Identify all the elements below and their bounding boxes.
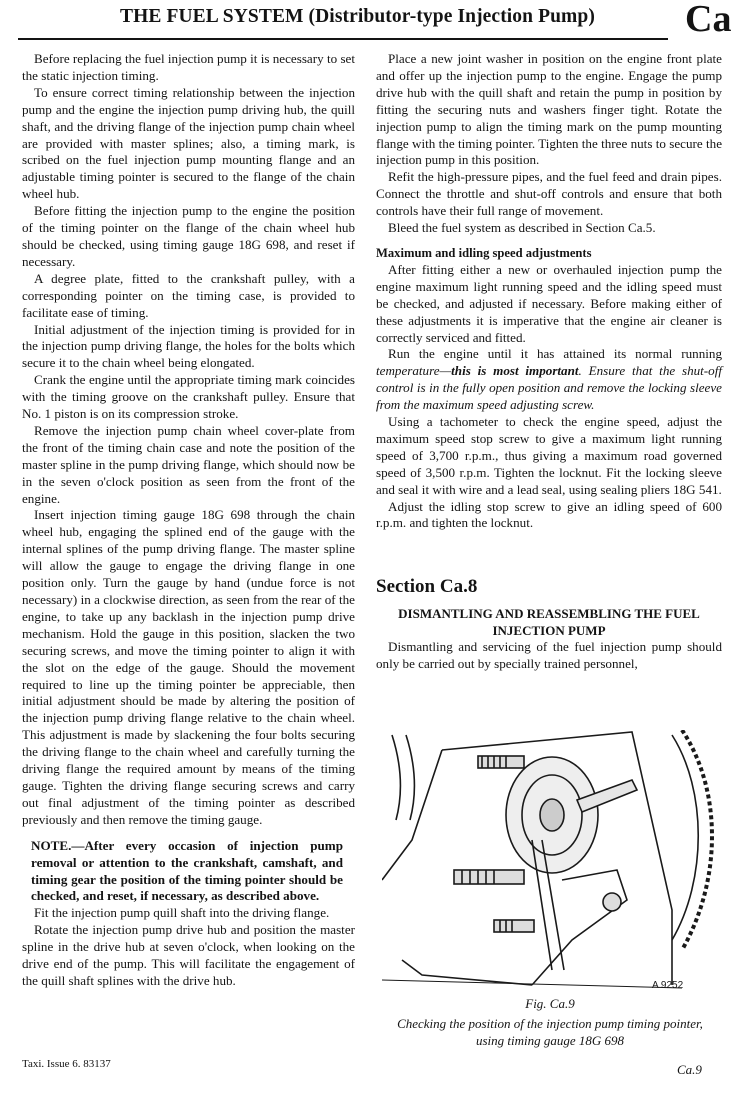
paragraph: Using a tachometer to check the engine speed, adjust the maximum speed stop screw to give a maximum light running speed of 3,700 r.p.m., thus giving a maximum road governed speed of 3,500 r.p.m. Tighten the locknut. Fit the locking sleeve and seal it with wire and a lead seal, using sealing pliers 18G 541. [376,414,722,497]
paragraph: Bleed the fuel system as described in Section Ca.5. [388,220,656,236]
figure-label: Fig. Ca.9 [525,996,575,1011]
figure-caption: Checking the position of the injection pump timing pointer, using timing gauge 18G 698 [397,1016,703,1048]
paragraph: Before replacing the fuel injection pump it is necessary to set the static injection timing. [22,51,355,83]
paragraph: Before fitting the injection pump to the engine the position of the timing pointer on the flange of the chain wheel hub should be checked, using timing gauge 18G 698, and reset if necessary. [22,203,355,269]
page-number: Ca.9 [677,1062,702,1077]
run-text-end: . Ensure that the shut-off control is in the fully open position and remove the locking sleeve from the maximum speed adjusting screw. [376,363,722,413]
figure-illustration [382,730,718,990]
paragraph: Dismantling and servicing of the fuel injection pump should only be carried out by specially trained personnel, [376,639,722,672]
page-header [0,0,746,46]
run-text-emphasis: this is most important [451,363,579,379]
right-column [376,51,722,673]
header-rule [18,38,668,40]
run-text-start: Run the engine until it has attained its normal running [388,346,722,362]
run-text-italic: temperature— [376,363,452,379]
paragraph: Crank the engine until the appropriate timing mark coincides with the timing groove on the crankshaft pulley. Ensure that No. 1 piston is on its compression stroke. [22,372,355,422]
paragraph: Refit the high-pressure pipes, and the fuel feed and drain pipes. Connect the throttle and shut-off controls and ensure that both controls have their full range of movement. [376,169,722,219]
paragraph: To ensure correct timing relationship between the injection pump and the engine the injection pump driving hub, the quill shaft, and the driving flange of the injection pump chain wheel are provided with master splines; also, a timing mark, is scribed on the fuel injection pump mounting flange and an adjustable timing pointer is secured to the flange of the chain wheel hub. [22,84,355,202]
footer-issue: Taxi. Issue 6. 83137 [22,1058,111,1070]
subheading-speed-adjustments: Maximum and idling speed adjustments [376,245,592,260]
figure-drawing [382,730,712,988]
paragraph: A degree plate, fitted to the crankshaft pulley, with a corresponding pointer on the timing case, is provided to facilitate ease of timing. [22,270,355,320]
paragraph: Place a new joint washer in position on the engine front plate and offer up the injection pump to the engine. Engage the pump drive hub with the quill shaft and retain the pump in position by fitting the securing nuts and washers finger tight. Rotate the injection pump to align the timing mark on the pump mounting flange with the timing pointer. Tighten the three nuts to secure the injection pump in this position. [376,51,722,168]
figure-code: A 9252 [652,980,684,990]
paragraph: Fit the injection pump quill shaft into the driving flange. [34,905,330,921]
paragraph-run-engine [376,346,722,414]
paragraph: Adjust the idling stop screw to give an idling speed of 600 r.p.m. and tighten the locknut. [376,498,722,531]
paragraph: Remove the injection pump chain wheel cover-plate from the front of the timing chain case and note the position of the master spline in the pump driving flange, which should now be in the seven o'clock position as seen from the front of the engine. [22,422,355,506]
paragraph: Initial adjustment of the injection timing is provided for in the injection pump driving flange, the holes for the bolts which secure it to the chain wheel being elongated. [22,321,355,371]
note-paragraph: NOTE.—After every occasion of injection pump removal or attention to the crankshaft, camshaft, and timing gear the position of the timing pointer should be checked, and reset, if necessary, as described above. [31,837,343,904]
section-heading: Section Ca.8 [376,576,478,598]
paragraph: Rotate the injection pump drive hub and position the master spline in the drive hub at seven o'clock, when looking on the drive end of the pump. This will facilitate the engagement of the quill shaft splines with the drive hub. [22,922,355,988]
page-title: THE FUEL SYSTEM (Distributor-type Injection Pump) [120,6,595,27]
paragraph: Insert injection timing gauge 18G 698 through the chain wheel hub, engaging the splined end of the gauge with the internal splines of the pump driving flange. The master spline will allow the gauge to engage the driving flange in one position only. Turn the gauge by hand (undue force is not necessary) in a clockwise direction, as seen from the rear of the engine, to take up any backlash in the injection pump drive mechanism. Hold the gauge in this position, slacken the two securing screws, and move the timing pointer to align it with the slot on the edge of the gauge. Should the movement required to line up the timing pointer be appreciable, then initial adjustment should be made by altering the position of the injection pump driving flange relative to the chain wheel. This adjustment is made by slackening the four bolts securing the driving flange to the chain wheel and carefully turning the driving flange the required amount by means of the timing gauge. Tighten the driving flange securing screws and carry out final adjustment of the timing pointer as described previously and then remove the timing gauge. [22,507,355,827]
section-code: Ca [685,0,732,40]
paragraph: After fitting either a new or overhauled injection pump the engine maximum light running speed and the idling speed must be checked, and adjusted if necessary. Before making either of these adjustments it is imperative that the engine air cleaner is correctly serviced and fitted. [376,261,722,345]
left-column [22,51,355,990]
section-subheading: DISMANTLING AND REASSEMBLING THE FUEL INJECTION PUMP [398,606,700,638]
